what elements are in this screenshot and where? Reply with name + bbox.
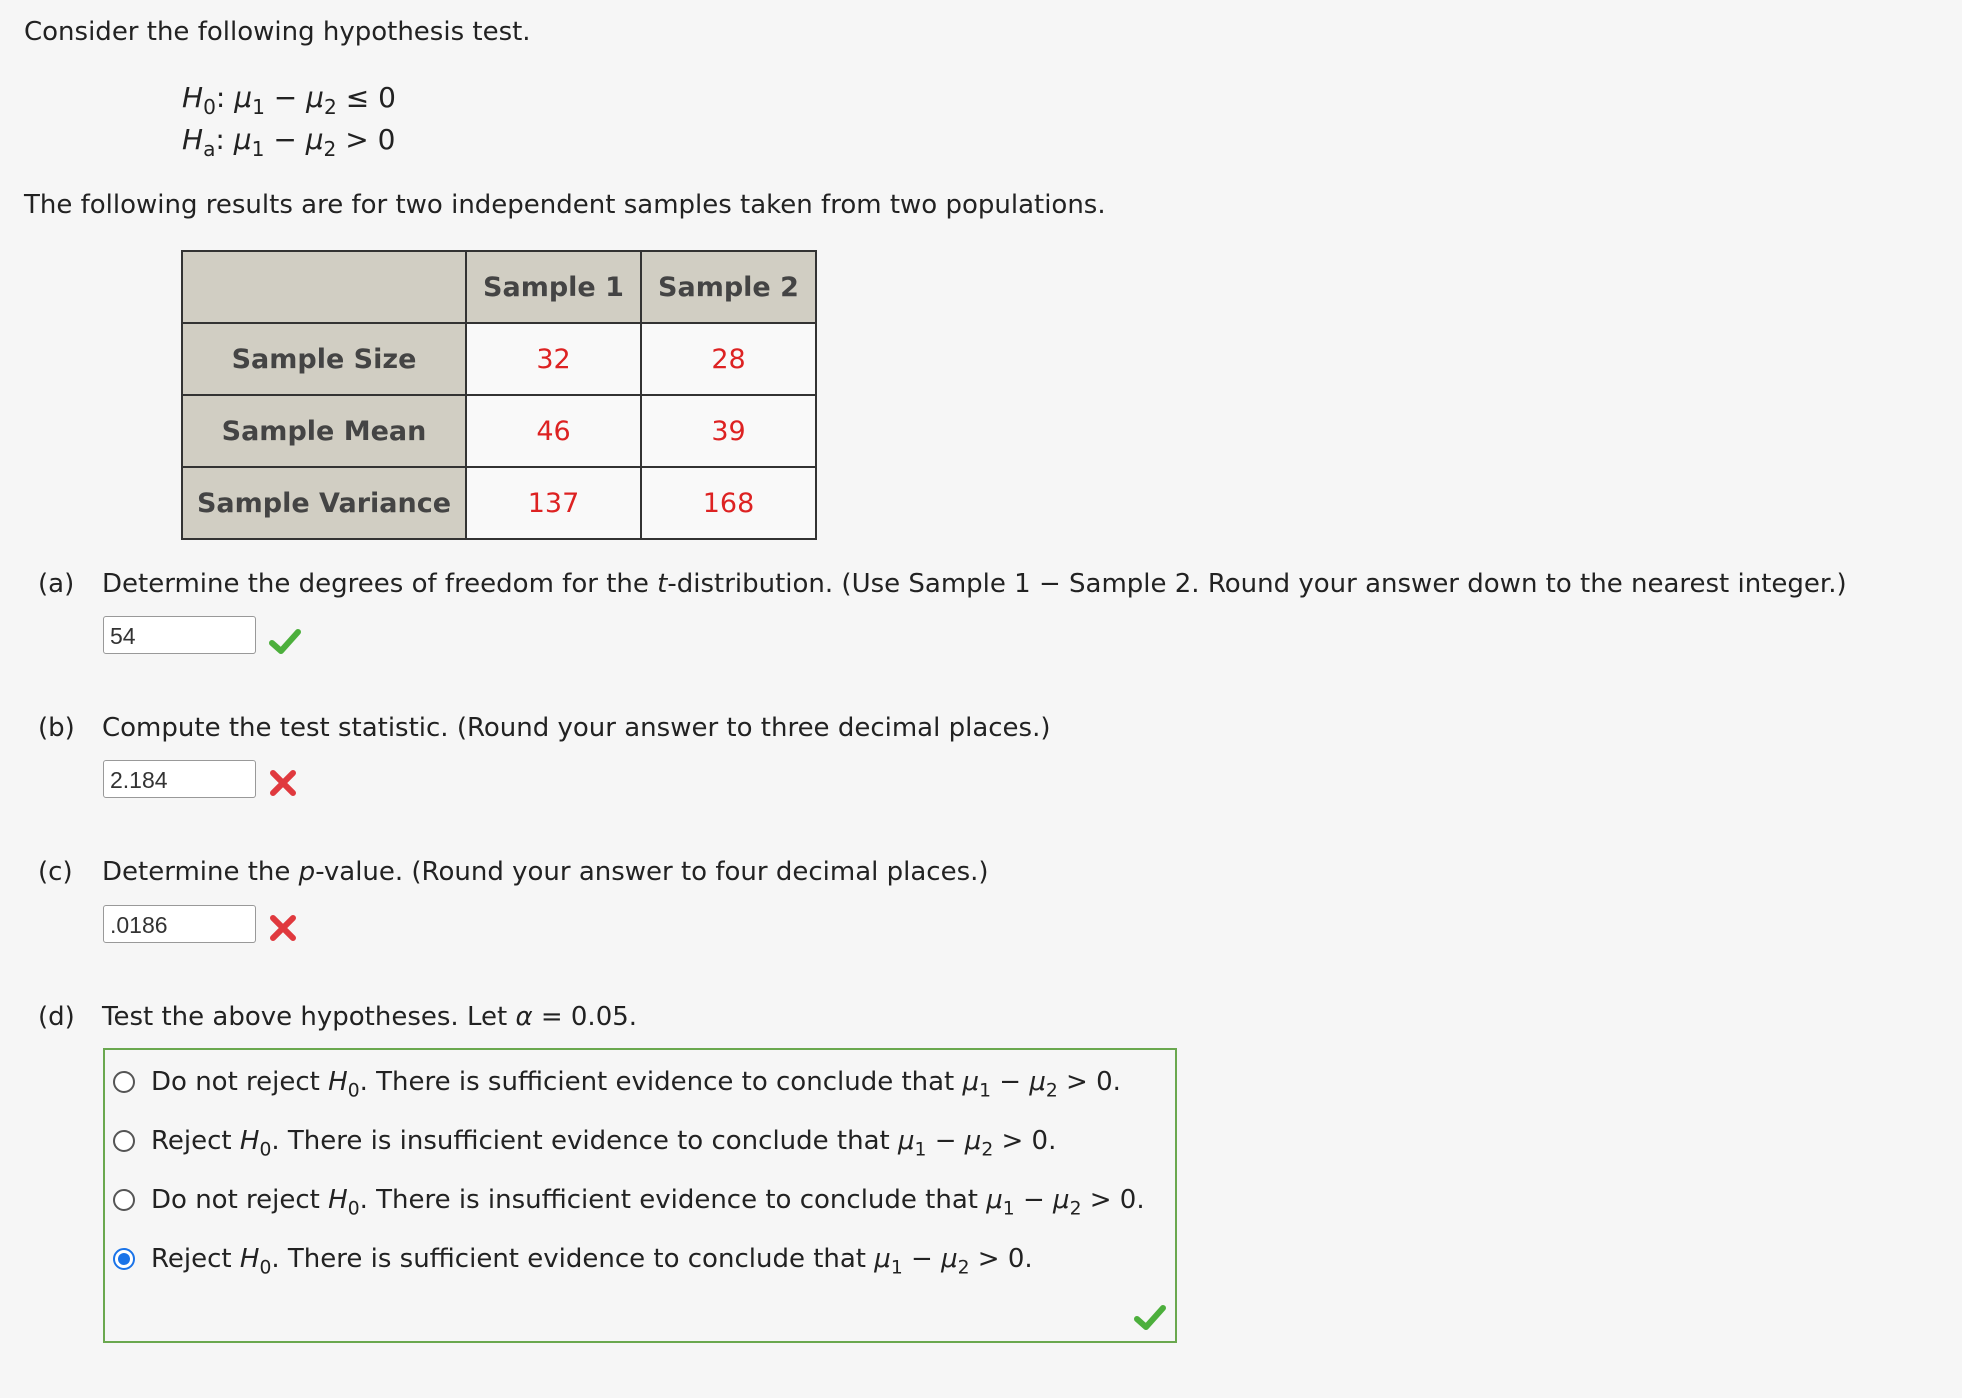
option-do-not-reject-sufficient[interactable] [113,1062,1121,1102]
ha-sub: a [203,137,216,162]
part-c-question-italic: p [298,857,316,887]
conclusion-tail: > 0. [969,1244,1033,1274]
row-header: Sample Variance [182,467,466,539]
table-cell: 168 [641,467,816,539]
h-sub: 0 [347,1080,360,1102]
part-d-question [102,1000,637,1034]
mu-symbol: μ [874,1244,891,1274]
minus-sign: − [273,123,297,156]
part-a-question-italic: t [657,569,668,599]
ha-letter: H [182,123,204,156]
h-letter: H [328,1185,348,1215]
table-cell: 28 [641,323,816,395]
mu-symbol: μ [962,1067,980,1097]
h-sub: 0 [259,1257,272,1279]
part-a-question [102,567,1847,601]
h-letter: H [239,1244,260,1274]
radio-button[interactable] [113,1189,135,1211]
table-cell: 46 [466,395,641,467]
alpha-symbol: α [515,1002,533,1032]
part-c-question-pre: Determine the [102,857,299,887]
row-header: Sample Mean [182,395,466,467]
intro-text: Consider the following hypothesis test. [24,17,531,47]
part-b-question: Compute the test statistic. (Round your answer to three decimal places.) [102,713,1051,743]
mu-symbol: μ [233,123,252,156]
null-hypothesis: $H_0$: $\mu_1 - \mu_2 \le 0$ [182,81,396,120]
conclusion-tail: > 0. [993,1126,1057,1156]
column-header: Sample 2 [641,251,816,323]
conclusion-tail: > 0. [1057,1067,1121,1097]
minus-sign: − [1022,1185,1045,1215]
part-b-label: (b) [38,713,75,743]
part-b-answer-input[interactable]: 2.184 [103,760,256,798]
minus-sign: − [999,1067,1022,1097]
h0-letter: H [182,81,204,114]
mu-symbol: μ [234,81,253,114]
h0-sub: 0 [203,95,216,120]
part-d-question-pre: Test the above hypotheses. Let [102,1002,516,1032]
part-a-label: (a) [38,569,75,599]
h-letter: H [328,1067,348,1097]
option-label: Do not reject $H_0$. There is sufficient evidence to conclude that $\mu_1 - \mu_2 > 0$. [151,1067,1121,1102]
table-cell: 137 [466,467,641,539]
mu-symbol: μ [986,1185,1003,1215]
h0-relation: ≤ 0 [345,81,396,114]
h-sub: 0 [347,1198,360,1220]
option-pre: Reject [151,1126,240,1156]
mu-symbol: μ [306,81,324,114]
option-label: Reject $H_0$. There is insufficient evidence to conclude that $\mu_1 - \mu_2 > 0$. [151,1126,1057,1161]
radio-button-selected[interactable] [113,1248,135,1270]
sample-table [181,250,817,540]
mu-symbol: μ [305,123,324,156]
option-post: . There is sufficient evidence to conclude that [271,1244,875,1274]
part-c-label: (c) [38,857,73,887]
table-row [182,467,816,539]
option-pre: Reject [151,1244,240,1274]
part-c-question [102,855,989,889]
check-icon [1133,1300,1167,1334]
part-d-question-post: = 0.05. [532,1002,638,1032]
table-cell: 32 [466,323,641,395]
part-a-answer-input[interactable]: 54 [103,616,256,654]
conclusion-tail: > 0. [1081,1185,1145,1215]
cross-icon [266,766,300,800]
option-do-not-reject-insufficient[interactable] [113,1180,1145,1220]
table-row [182,323,816,395]
table-cell: 39 [641,395,816,467]
minus-sign: − [911,1244,933,1274]
minus-sign: − [273,81,298,114]
table-corner [182,251,466,323]
option-pre: Do not reject [151,1185,329,1215]
h-sub: 0 [259,1139,272,1161]
minus-sign: − [934,1126,957,1156]
part-a-question-post: -distribution. (Use Sample 1 − Sample 2. Round your answer down to the nearest integer.) [667,569,1847,599]
mu-symbol: μ [1053,1185,1070,1215]
part-d-label: (d) [38,1002,75,1032]
table-row [182,395,816,467]
option-post: . There is sufficient evidence to conclude that [359,1067,963,1097]
option-reject-insufficient[interactable] [113,1121,1056,1161]
radio-button[interactable] [113,1071,135,1093]
option-post: . There is insufficient evidence to conclude that [359,1185,987,1215]
option-label: Reject $H_0$. There is sufficient evidence to conclude that $\mu_1 - \mu_2 > 0$. [151,1244,1033,1279]
row-header: Sample Size [182,323,466,395]
mu-symbol: μ [897,1126,915,1156]
ha-relation: > 0 [345,123,396,156]
part-c-question-post: -value. (Round your answer to four decimal places.) [315,857,989,887]
mu-symbol: μ [1029,1067,1046,1097]
option-pre: Do not reject [151,1067,329,1097]
cross-icon [266,911,300,945]
alternative-hypothesis: $H_a$: $\mu_1 - \mu_2 > 0$ [182,123,396,162]
radio-button[interactable] [113,1130,135,1152]
results-text: The following results are for two independent samples taken from two populations. [24,190,1106,220]
part-a-question-pre: Determine the degrees of freedom for the [102,569,658,599]
mu-symbol: μ [941,1244,958,1274]
h-letter: H [239,1126,260,1156]
option-label: Do not reject $H_0$. There is insufficient evidence to conclude that $\mu_1 - \mu_2 > 0$. [151,1185,1145,1220]
part-c-answer-input[interactable]: .0186 [103,905,256,943]
part-d-choices [103,1048,1177,1343]
option-reject-sufficient[interactable] [113,1239,1033,1279]
column-header: Sample 1 [466,251,641,323]
mu-symbol: μ [964,1126,982,1156]
option-post: . There is insufficient evidence to conclude that [271,1126,898,1156]
check-icon [268,624,302,658]
